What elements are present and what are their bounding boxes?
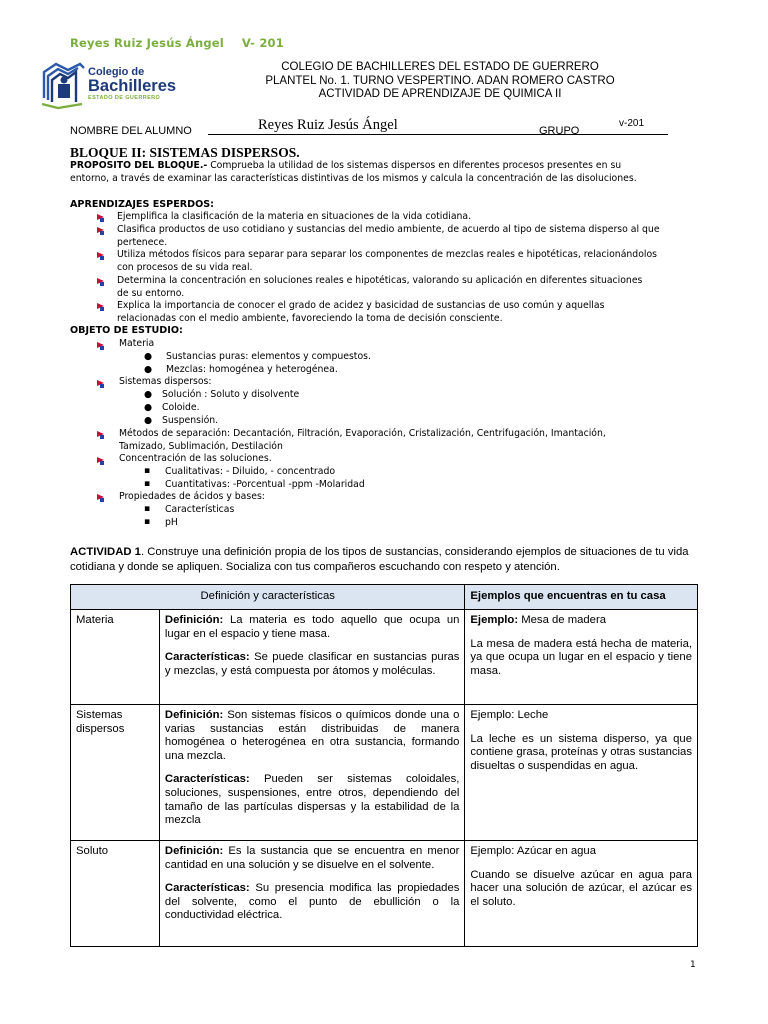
row-example-cell[interactable] bbox=[465, 841, 698, 947]
aprendizaje-item-cont: relacionadas con el medio ambiente, favoreciendo la toma de decisión consciente. bbox=[117, 313, 503, 324]
activity-table bbox=[70, 584, 698, 947]
grupo-underline bbox=[591, 134, 668, 135]
grupo-value[interactable]: v-201 bbox=[619, 118, 645, 129]
bloque-title: BLOQUE II: SISTEMAS DISPERSOS. bbox=[70, 145, 300, 160]
aprendizaje-item: Determina la concentración en soluciones reales e hipotéticas, valorando su aplicación en diferentes situaciones bbox=[117, 275, 643, 286]
grupo-label: GRUPO bbox=[539, 125, 580, 137]
ejemplo-text: La mesa de madera está hecha de materia, ya que ocupa un lugar en el espacio y tiene masa. bbox=[470, 637, 692, 677]
table-header-definition: Definición y características bbox=[71, 585, 465, 610]
alumno-label: NOMBRE DEL ALUMNO bbox=[70, 125, 192, 137]
logo-text bbox=[88, 66, 176, 101]
objeto-item: Métodos de separación: Decantación, Filtración, Evaporación, Cristalización, Centrifugación, Imantación, bbox=[119, 428, 606, 439]
objeto-subitem: Cuantitativas: -Porcentual -ppm -Molaridad bbox=[165, 479, 365, 490]
definicion-label: Definición: bbox=[164, 845, 224, 857]
objeto-item: Concentración de las soluciones. bbox=[119, 453, 272, 464]
proposito-text2: entorno, a través de examinar las características distintivas de los mismos y calcula la concentración de las disoluciones. bbox=[70, 172, 637, 184]
square-bullet-icon: ▪ bbox=[144, 465, 151, 476]
proposito-text1: Comprueba la utilidad de los sistemas dispersos en diferentes procesos presentes en su bbox=[207, 160, 622, 171]
row-example-cell[interactable] bbox=[465, 705, 698, 841]
ejemplo-text: La leche es un sistema disperso, ya que contiene grasa, proteínas y otras sustancias disueltas o suspendidas en agua. bbox=[470, 732, 692, 772]
objeto-subitem: Coloide. bbox=[162, 402, 200, 413]
caracteristicas-text: Pueden ser sistemas coloidales, soluciones, suspensiones, entre otros, dependiendo del tamaño de las partículas dispersas y la estabilidad de la mezcla bbox=[164, 773, 460, 827]
objeto-subitem: Mezclas: homogénea y heterogénea. bbox=[166, 364, 338, 375]
header-group-text: V- 201 bbox=[241, 36, 284, 50]
actividad-label: ACTIVIDAD 1 bbox=[70, 546, 141, 558]
ejemplo-title: Ejemplo: Azúcar en agua bbox=[470, 845, 596, 857]
student-form-row bbox=[70, 117, 698, 140]
row-name: Materia bbox=[71, 610, 160, 705]
arrow-bullet-icon bbox=[97, 251, 106, 260]
school-line3: ACTIVIDAD DE APRENDIZAJE DE QUIMICA II bbox=[318, 88, 562, 100]
objeto-subitem: Solución : Soluto y disolvente bbox=[162, 389, 300, 400]
objeto-item: Sistemas dispersos: bbox=[119, 376, 212, 387]
objeto-subitem: Cualitativas: - Diluido, - concentrado bbox=[165, 466, 336, 477]
dot-bullet-icon: ● bbox=[144, 389, 153, 400]
objeto-subitem: pH bbox=[165, 517, 178, 528]
arrow-bullet-icon bbox=[97, 341, 106, 350]
logo-line1: Colegio de bbox=[88, 66, 145, 78]
table-header-row bbox=[71, 585, 698, 610]
row-example-cell[interactable] bbox=[465, 610, 698, 705]
aprendizaje-item-cont: de su entorno. bbox=[117, 288, 185, 299]
page-number: 1 bbox=[690, 960, 696, 970]
aprendizaje-item: Explica la importancia de conocer el grado de acidez y basicidad de sustancias de uso común y aquellas bbox=[117, 300, 605, 311]
objeto-subitem: Sustancias puras: elementos y compuestos. bbox=[166, 351, 371, 362]
row-definition-cell[interactable] bbox=[159, 705, 464, 841]
actividad-instructions bbox=[70, 545, 700, 575]
arrow-bullet-icon bbox=[97, 456, 106, 465]
definicion-label: Definición: bbox=[164, 709, 224, 721]
row-definition-cell[interactable] bbox=[159, 841, 464, 947]
table-row bbox=[71, 610, 698, 705]
objeto-item: Materia bbox=[119, 338, 155, 349]
square-bullet-icon: ▪ bbox=[144, 516, 151, 527]
aprendizaje-item-cont: pertenece. bbox=[117, 237, 168, 248]
proposito-label: PROPOSITO DEL BLOQUE.- bbox=[70, 160, 208, 171]
row-name: Sistemas dispersos bbox=[71, 705, 160, 841]
dot-bullet-icon: ● bbox=[144, 415, 153, 426]
header-name-text: Reyes Ruiz Jesús Ángel bbox=[70, 36, 224, 50]
ejemplo-label: Ejemplo: bbox=[470, 614, 519, 626]
proposito-section bbox=[70, 160, 698, 185]
caracteristicas-text: Se puede clasificar en sustancias puras y mezclas, y está compuesta por átomos y moléculas. bbox=[164, 651, 460, 677]
ejemplo-title: Ejemplo: Leche bbox=[470, 709, 549, 721]
objeto-subitem: Características bbox=[165, 504, 235, 515]
alumno-value[interactable]: Reyes Ruiz Jesús Ángel bbox=[258, 117, 398, 133]
caracteristicas-label: Características: bbox=[164, 651, 250, 664]
arrow-bullet-icon bbox=[97, 302, 106, 311]
definicion-text: Es la sustancia que se encuentra en menor cantidad en una solución y se disuelve en el solvente. bbox=[164, 845, 460, 871]
arrow-bullet-icon bbox=[97, 493, 106, 502]
objeto-title: OBJETO DE ESTUDIO: bbox=[70, 325, 183, 336]
aprendizajes-title: APRENDIZAJES ESPERDOS: bbox=[70, 199, 215, 210]
logo-line2: Bachilleres bbox=[88, 77, 177, 95]
objeto-subitem: Suspensión. bbox=[162, 415, 219, 426]
arrow-bullet-icon bbox=[97, 213, 106, 222]
caracteristicas-label: Características: bbox=[164, 773, 250, 786]
definicion-label: Definición: bbox=[164, 614, 224, 626]
caracteristicas-text: Su presencia modifica las propiedades del solvente, como el punto de ebullición o la conductividad eléctrica. bbox=[164, 882, 460, 922]
table-row bbox=[71, 841, 698, 947]
school-line1: COLEGIO DE BACHILLERES DEL ESTADO DE GUERRERO bbox=[281, 61, 599, 73]
table-row bbox=[71, 705, 698, 841]
aprendizaje-item: Ejemplifica la clasificación de la materia en situaciones de la vida cotidiana. bbox=[117, 211, 472, 222]
dot-bullet-icon: ● bbox=[144, 402, 153, 413]
actividad-text: . Construye una definición propia de los tipos de sustancias, considerando ejemplos de situaciones de tu vida cotidiana y donde se apliquen. Socializa con tus compañeros escuchando con respeto y atención. bbox=[70, 546, 689, 574]
aprendizaje-item: Clasifica productos de uso cotidiano y sustancias del medio ambiente, de acuerdo al tipo de sistema disperso al que bbox=[117, 224, 660, 235]
square-bullet-icon: ▪ bbox=[144, 478, 151, 489]
header-student-name bbox=[70, 36, 284, 50]
arrow-bullet-icon bbox=[97, 379, 106, 388]
aprendizaje-item: Utiliza métodos físicos para separar para separar los componentes de mezclas reales e hipotéticas, relacionándolos bbox=[117, 249, 657, 260]
objeto-item-cont: Tamizado, Sublimación, Destilación bbox=[119, 441, 283, 452]
dot-bullet-icon: ● bbox=[144, 364, 153, 375]
objeto-item: Propiedades de ácidos y bases: bbox=[119, 491, 265, 502]
caracteristicas-label: Características: bbox=[164, 882, 250, 895]
logo-line3: ESTADO DE GUERRERO bbox=[88, 95, 161, 101]
table-header-examples: Ejemplos que encuentras en tu casa bbox=[465, 585, 698, 610]
school-line2: PLANTEL No. 1. TURNO VESPERTINO. ADAN ROMERO CASTRO bbox=[265, 74, 615, 87]
school-heading bbox=[200, 61, 680, 102]
square-bullet-icon: ▪ bbox=[144, 503, 151, 514]
ejemplo-text: Cuando se disuelve azúcar en agua para hacer una solución de azúcar, el azúcar es el soluto. bbox=[470, 868, 692, 908]
arrow-bullet-icon bbox=[97, 277, 106, 286]
definicion-text: Son sistemas físicos o químicos donde una o varias sustancias están distribuidas de manera homogénea o heterogénea en otra sustancia, formando una mezcla. bbox=[164, 709, 460, 762]
definicion-text: La materia es todo aquello que ocupa un lugar en el espacio y tiene masa. bbox=[164, 614, 460, 640]
arrow-bullet-icon bbox=[97, 430, 106, 439]
arrow-bullet-icon bbox=[97, 226, 106, 235]
row-definition-cell[interactable] bbox=[159, 610, 464, 705]
aprendizaje-item-cont: con procesos de su vida real. bbox=[117, 262, 253, 273]
row-name: Soluto bbox=[71, 841, 160, 947]
ejemplo-title: Mesa de madera bbox=[518, 614, 607, 626]
dot-bullet-icon: ● bbox=[144, 351, 153, 362]
